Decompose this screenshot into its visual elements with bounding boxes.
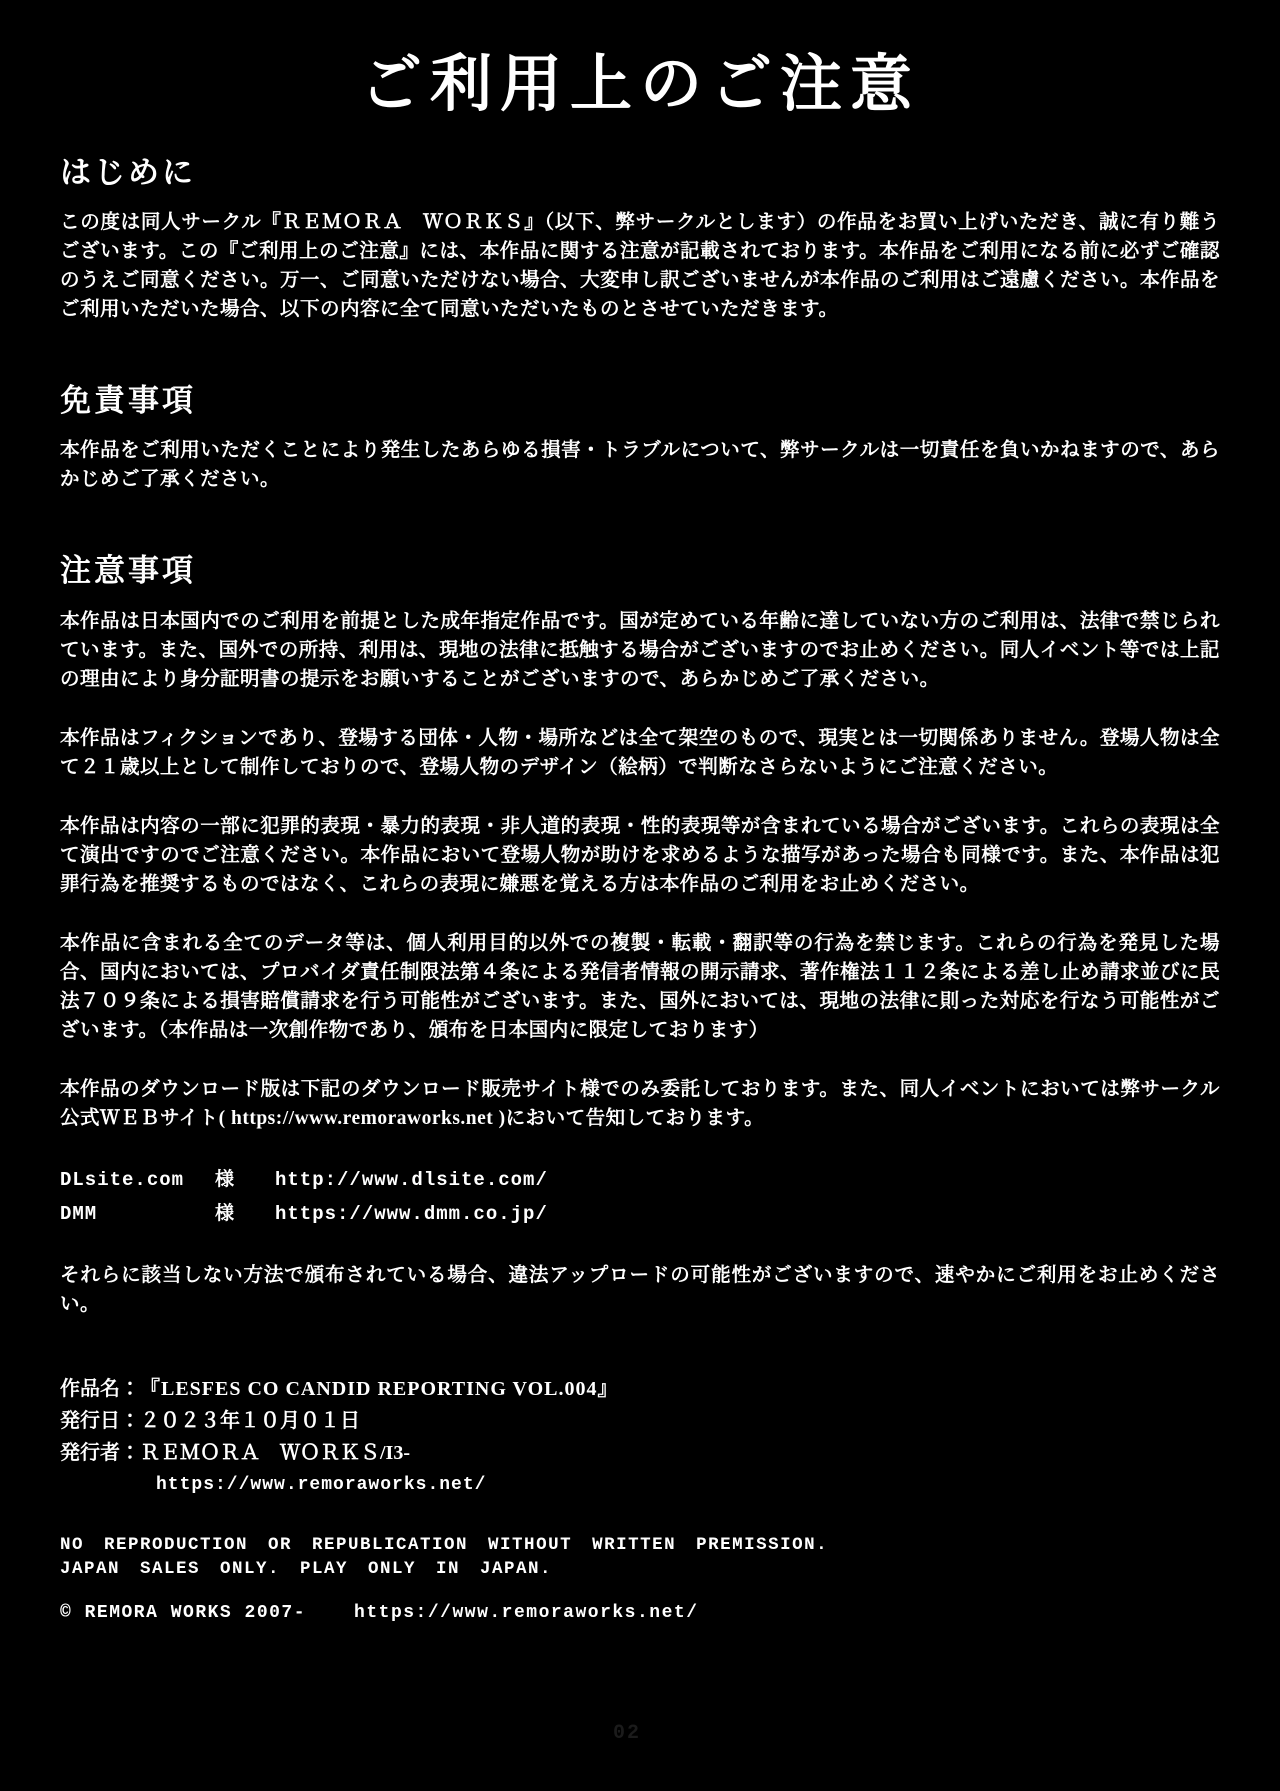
site-url: http://www.dlsite.com/ xyxy=(275,1168,548,1191)
colophon xyxy=(60,1373,1220,1501)
publisher-label: 発行者： xyxy=(60,1441,140,1464)
colophon-publish-date-row xyxy=(60,1405,1220,1437)
cautions-paragraph-copyright: 本作品に含まれる全てのデータ等は、個人利用目的以外での複製・転載・翻訳等の行為を禁じます。これらの行為を発見した場合、国内においては、プロバイダ責任制限法第４条による発信者情報の開示請求、著作権法１１２条による差し止め請求並びに民法７０９条による損害賠償請求を行う可能性がございます。また、国外においては、現地の法律に則った対応を行なう可能性がございます。（本作品は一次創作物であり、頒布を日本国内に限定しております） xyxy=(60,932,1221,1041)
publisher-value: ＲＥＭＯＲＡ ＷＯＲＫＳ/I3- xyxy=(140,1441,410,1464)
site-honorific: 様 xyxy=(215,1202,235,1224)
site-name: DLsite.com xyxy=(60,1168,185,1191)
introduction-paragraph: この度は同人サークル『ＲＥＭＯＲＡ ＷＯＲＫＳ』（以下、弊サークルとします）の作品をお買い上げいただき、誠に有り難うございます。この『ご利用上のご注意』には、本作品に関する注意が記載されております。本作品をご利用になる前に必ずご確認のうえご同意ください。万一、ご同意いただけない場合、大変申し訳ございませんが本作品のご利用はご遠慮ください。本作品をご利用いただいた場合、以下の内容に全て同意いただいたものとさせていただきます。 xyxy=(60,212,1221,321)
page-title: ご利用上のご注意 xyxy=(359,51,920,119)
colophon-publisher-row xyxy=(60,1437,1220,1469)
distribution-site-row-dmm xyxy=(60,1197,1220,1231)
work-title-value: 『LESFES CO CANDID REPORTING VOL.004』 xyxy=(140,1377,619,1400)
cautions-paragraph-expressions: 本作品は内容の一部に犯罪的表現・暴力的表現・非人道的表現・性的表現等が含まれている場合がございます。これらの表現は全て演出ですのでご注意ください。本作品において登場人物が助けを求めるような描写があった場合も同様です。また、本作品は犯罪行為を推奨するものではなく、これらの表現に嫌悪を覚える方は本作品のご利用をお止めください。 xyxy=(60,815,1220,895)
distribution-site-list xyxy=(60,1163,1220,1231)
distribution-site-row-dlsite xyxy=(60,1163,1220,1197)
site-url: https://www.dmm.co.jp/ xyxy=(275,1202,548,1225)
cautions-paragraph-download-version: 本作品のダウンロード版は下記のダウンロード販売サイト様でのみ委託しております。また、同人イベントにおいては弊サークル公式ＷＥＢサイト( https://www.remoraworks.net )において告知しております。 xyxy=(60,1078,1220,1129)
no-reproduction-line: NO REPRODUCTION OR REPUBLICATION WITHOUT WRITTEN PREMISSION. xyxy=(60,1534,829,1555)
section-cautions xyxy=(60,552,1220,1132)
section-heading-disclaimer: 免責事項 xyxy=(60,383,196,419)
cautions-paragraph-fiction: 本作品はフィクションであり、登場する団体・人物・場所などは全て架空のもので、現実とは一切関係ありません。登場人物は全て２１歳以上として制作しておりので、登場人物のデザイン（絵柄）で判断なさらないようにご注意ください。 xyxy=(60,727,1220,778)
colophon-work-title-row xyxy=(60,1373,1220,1405)
section-heading-introduction: はじめに xyxy=(60,155,196,191)
section-disclaimer xyxy=(60,382,1220,494)
japan-sales-only-line: JAPAN SALES ONLY. PLAY ONLY IN JAPAN. xyxy=(60,1558,553,1579)
publish-date-label: 発行日： xyxy=(60,1409,140,1432)
page-number: 02 xyxy=(612,1722,641,1745)
site-honorific: 様 xyxy=(215,1168,235,1190)
work-title-label: 作品名： xyxy=(60,1377,140,1400)
copyright-text: © REMORA WORKS 2007- xyxy=(60,1602,307,1623)
copyright-url: https://www.remoraworks.net/ xyxy=(354,1602,699,1623)
section-introduction xyxy=(60,154,1220,324)
site-name: DMM xyxy=(60,1202,98,1225)
disclaimer-paragraph: 本作品をご利用いただくことにより発生したあらゆる損害・トラブルについて、弊サークルは一切責任を負いかねますので、あらかじめご了承ください。 xyxy=(60,440,1220,491)
publisher-website-url: https://www.remoraworks.net/ xyxy=(156,1474,487,1495)
illegal-upload-warning: それらに該当しない方法で頒布されている場合、違法アップロードの可能性がございますので、速やかにご利用をお止めください。 xyxy=(60,1264,1220,1315)
cautions-paragraph-adult-rating: 本作品は日本国内でのご利用を前提とした成年指定作品です。国が定めている年齢に達していない方のご利用は、法律で禁じられています。また、国外での所持、利用は、現地の法律に抵触する場合がございますのでお止めください。同人イベント等では上記の理由により身分証明書の提示をお願いすることがございますので、あらかじめご了承ください。 xyxy=(60,610,1220,690)
legal-notice xyxy=(60,1533,1220,1581)
section-heading-cautions: 注意事項 xyxy=(60,553,196,589)
copyright-line xyxy=(60,1603,1220,1623)
publish-date-value: ２０２３年１０月０１日 xyxy=(140,1409,360,1432)
